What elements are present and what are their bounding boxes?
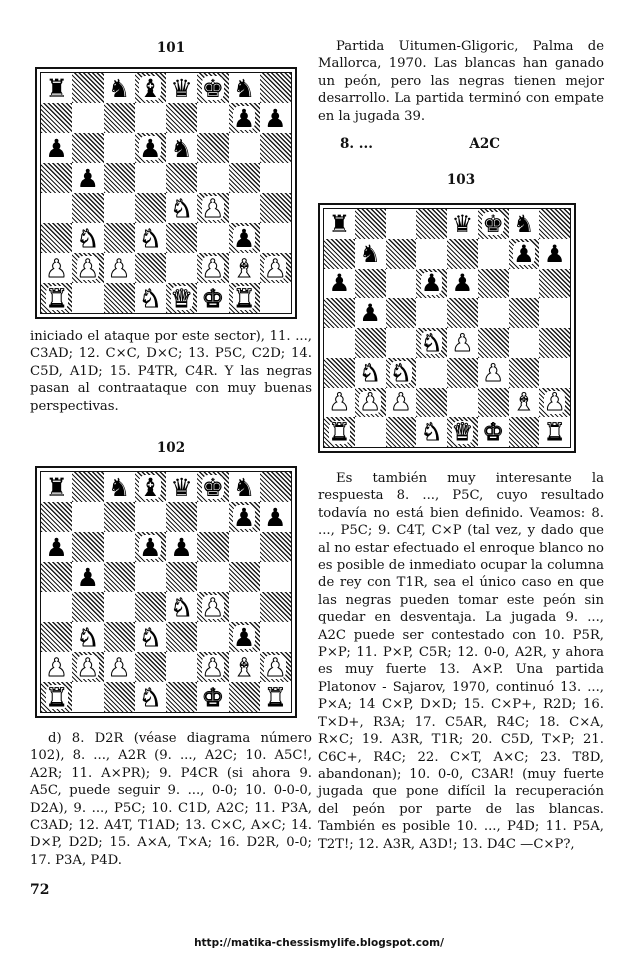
white-pawn-icon: ♟: [328, 388, 351, 417]
white-pawn-icon: ♟: [201, 253, 225, 283]
white-knight-icon: ♞: [76, 622, 100, 652]
square: [260, 103, 291, 133]
square: [135, 592, 166, 622]
square: [166, 682, 197, 712]
black-knight-icon: ♞: [232, 73, 256, 103]
square: [229, 502, 260, 532]
square: [166, 472, 197, 502]
square: [197, 532, 228, 562]
white-pawn-icon: ♟: [359, 388, 381, 417]
left-paragraph-1: iniciado el ataque por este sector), 11. ..., C3AD; 12. C×C, D×C; 13. P5C, C2D; 14. C5D, A1D; 15. P4TR, C4R. Y las negras pasan al contraataque con muy buenas perspectivas.: [30, 329, 312, 414]
square: [197, 133, 228, 163]
square: [197, 193, 228, 223]
square: [197, 253, 228, 283]
square: [260, 472, 291, 502]
square: [104, 223, 135, 253]
square: [41, 193, 72, 223]
square: [41, 73, 72, 103]
square: [478, 358, 509, 388]
square: [355, 388, 386, 418]
square: [135, 163, 166, 193]
square: [229, 592, 260, 622]
square: [539, 358, 570, 388]
square: [104, 283, 135, 313]
square: [416, 239, 447, 269]
square: [135, 652, 166, 682]
black-pawn-icon: ♟: [232, 223, 256, 253]
diagram-101-title: 101: [156, 40, 186, 56]
black-knight-icon: ♞: [513, 209, 535, 238]
white-pawn-icon: ♟: [107, 652, 131, 682]
black-king-icon: ♚: [201, 472, 225, 502]
square: [135, 253, 166, 283]
square: [386, 209, 417, 239]
black-pawn-icon: ♟: [45, 133, 68, 163]
black-knight-icon: ♞: [359, 239, 381, 268]
square: [72, 283, 103, 313]
square: [447, 298, 478, 328]
white-knight-icon: ♞: [139, 283, 162, 313]
square: [355, 358, 386, 388]
square: [41, 562, 72, 592]
square: [135, 133, 166, 163]
square: [104, 532, 135, 562]
diagram-101-grid: [40, 72, 292, 314]
square: [416, 358, 447, 388]
square: [197, 562, 228, 592]
black-pawn-icon: ♟: [76, 163, 100, 193]
square: [386, 298, 417, 328]
square: [41, 103, 72, 133]
square: [166, 502, 197, 532]
square: [539, 239, 570, 269]
square: [447, 269, 478, 299]
square: [41, 133, 72, 163]
black-pawn-icon: ♟: [45, 532, 68, 562]
square: [416, 209, 447, 239]
square: [447, 358, 478, 388]
black-pawn-icon: ♟: [543, 239, 566, 268]
left-paragraph-2: d) 8. D2R (véase diagrama número 102), 8. ..., A2R (9. ..., A2C; 10. A5C!, A2R; 11. A×PR); 9. P4CR (si ahora 9. A5C, puede seguir 9. ..., 0-0; 10. 0-0-0, D2A), 9. ..., P5C; 10. C1D, A2C; 11. P3A, C3AD; 12. A4T, T1AD; 13. C×C, A×C; 14. D×P, D2D; 15. A×A, T×A; 16. D2R, 0-0; 17. P3A, P4D.: [30, 731, 312, 868]
black-queen-icon: ♛: [451, 209, 474, 238]
square: [166, 622, 197, 652]
square: [197, 103, 228, 133]
square: [324, 209, 355, 239]
white-rook-icon: ♜: [45, 283, 68, 313]
square: [135, 562, 166, 592]
square: [229, 622, 260, 652]
square: [104, 562, 135, 592]
square: [72, 622, 103, 652]
square: [509, 209, 540, 239]
square: [72, 193, 103, 223]
black-pawn-icon: ♟: [513, 239, 535, 268]
square: [229, 283, 260, 313]
square: [539, 209, 570, 239]
square: [447, 388, 478, 418]
square: [260, 562, 291, 592]
square: [539, 328, 570, 358]
white-rook-icon: ♜: [232, 283, 256, 313]
square: [166, 223, 197, 253]
square: [386, 358, 417, 388]
square: [166, 283, 197, 313]
white-pawn-icon: ♟: [451, 328, 474, 357]
square: [509, 328, 540, 358]
square: [539, 298, 570, 328]
square: [135, 532, 166, 562]
square: [355, 209, 386, 239]
black-pawn-icon: ♟: [264, 502, 287, 532]
square: [260, 622, 291, 652]
white-pawn-icon: ♟: [45, 253, 68, 283]
square: [72, 592, 103, 622]
square: [197, 652, 228, 682]
square: [229, 562, 260, 592]
black-knight-icon: ♞: [170, 133, 193, 163]
square: [166, 193, 197, 223]
diagram-102-board: [35, 466, 297, 718]
square: [509, 358, 540, 388]
white-king-icon: ♚: [201, 283, 225, 313]
square: [260, 283, 291, 313]
square: [166, 73, 197, 103]
square: [41, 532, 72, 562]
square: [355, 328, 386, 358]
square: [197, 592, 228, 622]
square: [260, 532, 291, 562]
black-queen-icon: ♛: [170, 73, 193, 103]
square: [229, 193, 260, 223]
black-king-icon: ♚: [482, 209, 504, 238]
white-knight-icon: ♞: [170, 193, 193, 223]
square: [229, 103, 260, 133]
diagram-103-grid: [323, 208, 571, 448]
square: [104, 472, 135, 502]
square: [72, 502, 103, 532]
square: [197, 502, 228, 532]
square: [386, 328, 417, 358]
black-king-icon: ♚: [201, 73, 225, 103]
square: [416, 388, 447, 418]
square: [72, 163, 103, 193]
white-rook-icon: ♜: [45, 682, 68, 712]
square: [229, 652, 260, 682]
square: [135, 682, 166, 712]
footer-url[interactable]: http://matika-chessismylife.blogspot.com/: [194, 937, 444, 949]
square: [386, 388, 417, 418]
square: [260, 133, 291, 163]
white-knight-icon: ♞: [139, 682, 162, 712]
square: [104, 193, 135, 223]
square: [478, 209, 509, 239]
black-pawn-icon: ♟: [451, 269, 474, 298]
square: [229, 223, 260, 253]
black-queen-icon: ♛: [170, 472, 193, 502]
square: [260, 223, 291, 253]
square: [260, 682, 291, 712]
white-knight-icon: ♞: [170, 592, 193, 622]
square: [386, 239, 417, 269]
square: [166, 592, 197, 622]
white-pawn-icon: ♟: [264, 253, 287, 283]
square: [447, 209, 478, 239]
square: [104, 103, 135, 133]
square: [355, 417, 386, 447]
square: [135, 223, 166, 253]
square: [72, 472, 103, 502]
white-pawn-icon: ♟: [543, 388, 566, 417]
square: [104, 133, 135, 163]
square: [72, 103, 103, 133]
square: [539, 269, 570, 299]
square: [104, 502, 135, 532]
square: [260, 502, 291, 532]
square: [386, 417, 417, 447]
square: [416, 328, 447, 358]
square: [104, 622, 135, 652]
square: [104, 652, 135, 682]
square: [229, 532, 260, 562]
square: [447, 328, 478, 358]
square: [324, 328, 355, 358]
square: [41, 223, 72, 253]
white-queen-icon: ♛: [451, 418, 474, 447]
diagram-103-title: 103: [446, 172, 476, 188]
black-pawn-icon: ♟: [232, 103, 256, 133]
square: [229, 73, 260, 103]
square: [197, 622, 228, 652]
white-pawn-icon: ♟: [264, 652, 287, 682]
black-pawn-icon: ♟: [139, 532, 162, 562]
square: [509, 298, 540, 328]
square: [104, 163, 135, 193]
square: [135, 73, 166, 103]
black-pawn-icon: ♟: [139, 133, 162, 163]
black-rook-icon: ♜: [45, 73, 68, 103]
white-rook-icon: ♜: [264, 682, 287, 712]
white-pawn-icon: ♟: [482, 358, 504, 387]
square: [41, 283, 72, 313]
square: [166, 163, 197, 193]
square: [135, 502, 166, 532]
square: [72, 562, 103, 592]
square: [324, 298, 355, 328]
square: [324, 358, 355, 388]
move-number: 8. ...: [340, 136, 373, 152]
square: [229, 472, 260, 502]
black-pawn-icon: ♟: [328, 269, 351, 298]
square: [166, 253, 197, 283]
square: [41, 502, 72, 532]
square: [416, 417, 447, 447]
page-number: 72: [30, 882, 50, 898]
square: [41, 253, 72, 283]
right-paragraph-2: Es también muy interesante la respuesta 8. ..., P5C, cuyo resultado todavía no está bien definido. Veamos: 8. ..., P5C; 9. C4T, C×P (tal vez, y dado que al no estar efectuado el enroque blanco no es posible de inmediato ocupar la columna de rey con T1R, sea el único caso en que las negras pueden tomar este peón sin quedar en desventaja. La jugada 9. ..., A2C puede ser contestado con 10. P5R, P×P; 11. P×P, C5R; 12. 0-0, A2R, y ahora es muy fuerte 13. A×P. Una partida Platonov - Sajarov, 1970, continuó 13. ..., P×A; 14 C×P, D×D; 15. C×P+, R2D; 16. T×D+, R3A; 17. C5AR, R4C; 18. C×A, R×C; 19. A3R, T1R; 20. C5D, T×P; 21. C6C+, R4C; 22. C×T, A×C; 23. T8D, abandonan); 10. 0-0, C3AR! (muy fuerte jugada que pone difícil la recuperación del peón por parte de las blancas. También es posible 10. ..., P4D; 11. P5A, T2T!; 12. A3R, A3D!; 13. D4C —C×P?,: [318, 471, 604, 852]
square: [135, 193, 166, 223]
white-king-icon: ♚: [482, 418, 504, 447]
black-pawn-icon: ♟: [232, 502, 256, 532]
diagram-102-title: 102: [156, 440, 186, 456]
square: [197, 223, 228, 253]
square: [386, 269, 417, 299]
white-knight-icon: ♞: [139, 223, 162, 253]
square: [478, 298, 509, 328]
square: [166, 652, 197, 682]
square: [41, 682, 72, 712]
white-knight-icon: ♞: [139, 622, 162, 652]
black-pawn-icon: ♟: [264, 103, 287, 133]
white-pawn-icon: ♟: [201, 193, 225, 223]
square: [72, 223, 103, 253]
square: [260, 73, 291, 103]
square: [324, 239, 355, 269]
square: [416, 298, 447, 328]
square: [41, 163, 72, 193]
diagram-101-board: [35, 67, 297, 319]
white-pawn-icon: ♟: [107, 253, 131, 283]
square: [166, 562, 197, 592]
white-queen-icon: ♛: [170, 283, 193, 313]
black-bishop-icon: ♝: [139, 73, 162, 103]
square: [135, 283, 166, 313]
square: [229, 163, 260, 193]
square: [166, 133, 197, 163]
square: [509, 269, 540, 299]
square: [229, 682, 260, 712]
square: [72, 73, 103, 103]
square: [509, 239, 540, 269]
square: [478, 417, 509, 447]
square: [104, 592, 135, 622]
square: [229, 133, 260, 163]
square: [355, 269, 386, 299]
white-pawn-icon: ♟: [201, 652, 225, 682]
right-paragraph-1: Partida Uitumen-Gligoric, Palma de Mallorca, 1970. Las blancas han ganado un peón, pero las negras tienen mejor desarrollo. La partida terminó con empate en la jugada 39.: [318, 39, 604, 124]
square: [72, 253, 103, 283]
square: [197, 73, 228, 103]
black-rook-icon: ♜: [45, 472, 68, 502]
square: [41, 592, 72, 622]
square: [41, 622, 72, 652]
square: [324, 417, 355, 447]
white-pawn-icon: ♟: [201, 592, 225, 622]
square: [416, 269, 447, 299]
square: [260, 193, 291, 223]
diagram-103-board: [318, 203, 576, 453]
square: [447, 417, 478, 447]
black-knight-icon: ♞: [232, 472, 256, 502]
white-king-icon: ♚: [201, 682, 225, 712]
square: [72, 133, 103, 163]
white-rook-icon: ♜: [543, 418, 566, 447]
square: [72, 682, 103, 712]
white-rook-icon: ♜: [328, 418, 351, 447]
diagram-102-grid: [40, 471, 292, 713]
square: [104, 682, 135, 712]
white-bishop-icon: ♝: [513, 388, 535, 417]
square: [104, 73, 135, 103]
white-bishop-icon: ♝: [232, 652, 256, 682]
black-pawn-icon: ♟: [359, 299, 381, 328]
square: [260, 253, 291, 283]
white-knight-icon: ♞: [76, 223, 100, 253]
square: [478, 269, 509, 299]
white-knight-icon: ♞: [390, 358, 412, 387]
square: [355, 239, 386, 269]
square: [135, 472, 166, 502]
move-line: [340, 136, 500, 152]
square: [509, 417, 540, 447]
square: [324, 269, 355, 299]
square: [478, 388, 509, 418]
square: [355, 298, 386, 328]
white-knight-icon: ♞: [420, 328, 443, 357]
square: [135, 103, 166, 133]
square: [478, 239, 509, 269]
white-pawn-icon: ♟: [390, 388, 412, 417]
white-knight-icon: ♞: [420, 418, 443, 447]
square: [229, 253, 260, 283]
square: [166, 532, 197, 562]
square: [135, 622, 166, 652]
black-knight-icon: ♞: [107, 73, 131, 103]
white-knight-icon: ♞: [359, 358, 381, 387]
square: [197, 283, 228, 313]
black-pawn-icon: ♟: [76, 562, 100, 592]
square: [260, 163, 291, 193]
move-notation: A2C: [469, 136, 500, 152]
square: [41, 652, 72, 682]
square: [509, 388, 540, 418]
black-bishop-icon: ♝: [139, 472, 162, 502]
square: [197, 472, 228, 502]
square: [478, 328, 509, 358]
square: [104, 253, 135, 283]
square: [260, 592, 291, 622]
square: [197, 163, 228, 193]
square: [447, 239, 478, 269]
square: [41, 472, 72, 502]
square: [324, 388, 355, 418]
square: [72, 652, 103, 682]
black-knight-icon: ♞: [107, 472, 131, 502]
white-pawn-icon: ♟: [76, 652, 100, 682]
black-pawn-icon: ♟: [232, 622, 256, 652]
square: [197, 682, 228, 712]
square: [72, 532, 103, 562]
square: [166, 103, 197, 133]
black-rook-icon: ♜: [328, 209, 351, 238]
square: [539, 417, 570, 447]
white-pawn-icon: ♟: [76, 253, 100, 283]
black-pawn-icon: ♟: [170, 532, 193, 562]
square: [539, 388, 570, 418]
black-pawn-icon: ♟: [420, 269, 443, 298]
square: [260, 652, 291, 682]
white-pawn-icon: ♟: [45, 652, 68, 682]
white-bishop-icon: ♝: [232, 253, 256, 283]
